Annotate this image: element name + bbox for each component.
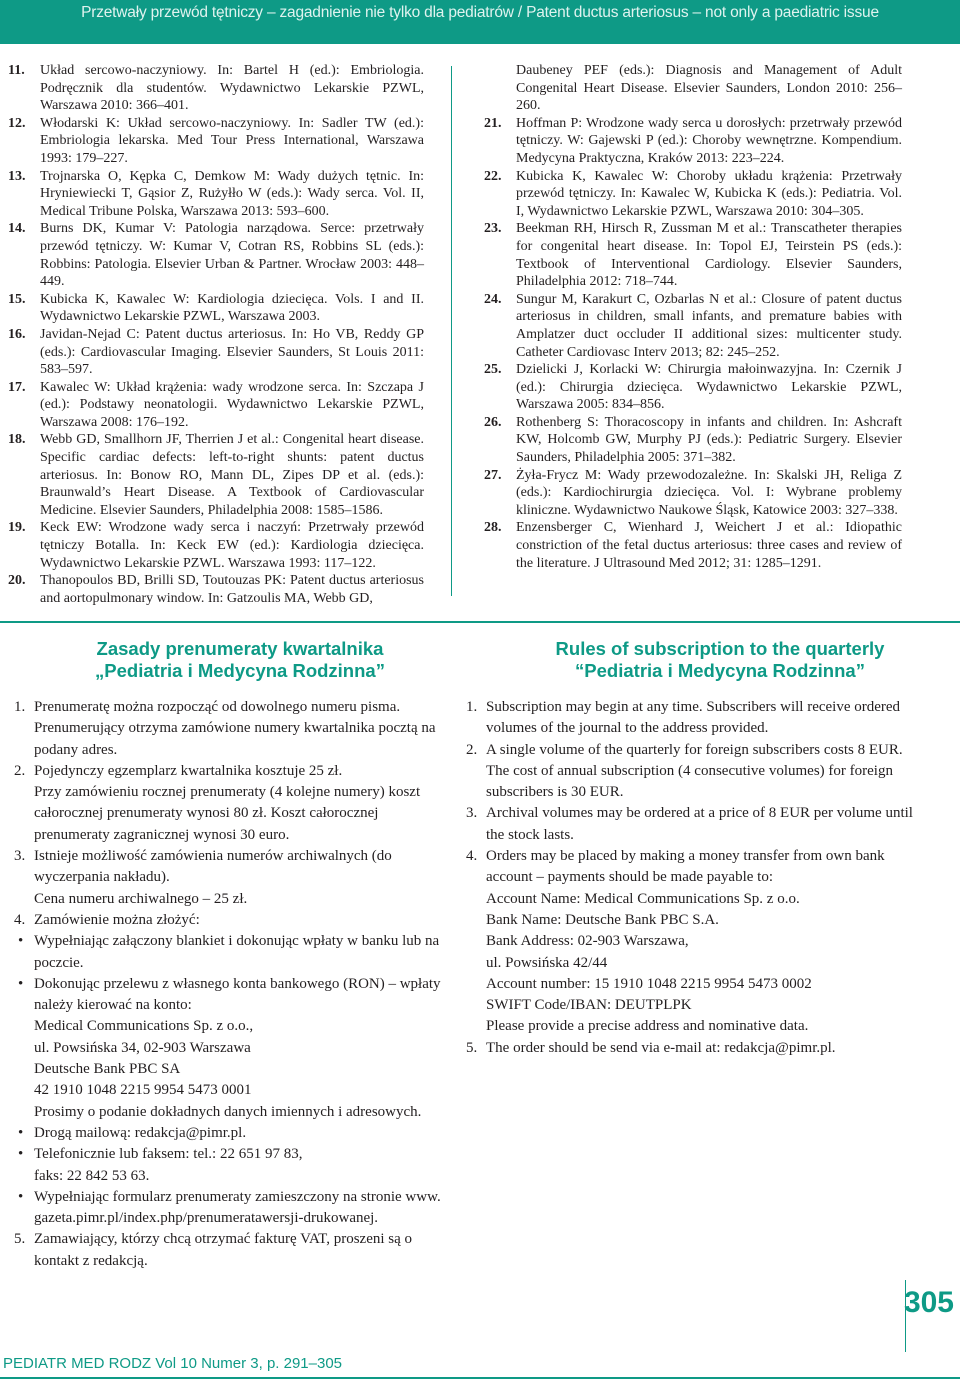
reference-text: Keck EW: Wrodzone wady serca i naczyń: Przetrwały przewód tętniczy Botalla. In: Keck EW (ed.): Kardiologia dziecięca. Wydawnictwo Lekarskie PZWL. Warszawa 1993: 117–122. (40, 520, 424, 571)
rule-number: 4. (466, 848, 478, 865)
rule-line: ul. Powsińska 42/44 (486, 954, 608, 971)
subscription-title-pl-line2: „Pediatria i Medycyna Rodzinna” (95, 660, 385, 681)
rule-number: 2. (14, 762, 26, 779)
subscription-title-en-line2: “Pediatria i Medycyna Rodzinna” (575, 660, 865, 681)
bullet-line: faks: 22 842 53 63. (34, 1167, 150, 1184)
bullet-line: Prosimy o podanie dokładnych danych imiennych i adresowych. (34, 1103, 422, 1120)
rule-line: Bank Name: Deutsche Bank PBC S.A. (486, 911, 719, 928)
rule-item (466, 846, 926, 1038)
reference-item (8, 291, 424, 326)
reference-text: Włodarski K: Układ sercowo-naczyniowy. In: Sadler TW (ed.): Embriologia lekarska. Med Tour Press International, Warszawa 1993: 179–227. (40, 115, 424, 166)
reference-item (8, 62, 424, 115)
reference-text: Żyła-Frycz M: Wady przewodozależne. In: Skalski JH, Religa Z (eds.): Kardiochirurgia dziecięca. Vol. I: Wybrane problemy kliniczne. Wydawnictwo Naukowe Śląsk, Katowice 2003: 327–338. (516, 467, 902, 518)
reference-text: Rothenberg S: Thoracoscopy in infants and children. In: Ashcraft KW, Holcomb GW, Murphy PJ (eds.): Pediatric Surgery. Elsevier Saunders, Philadelphia 2005: 371–382. (516, 414, 902, 466)
rule-body (34, 761, 454, 846)
reference-number: 20. (8, 573, 26, 589)
rule-body (34, 846, 454, 910)
reference-item (484, 115, 902, 168)
rule-number: 5. (14, 1231, 26, 1248)
reference-text: Webb GD, Smallhorn JF, Therrien J et al.: Congenital heart disease. Specific cardiac defects: left-to-right shunts: patent ductus arteriosus. In: Bonow RO, Mann DL, Zipes DP et al. (eds.): Braunwald’s Heart Disease. A Textbook of Cardiovascular Medicine. Elsevier Saunders, Philadelphia 2008: 1585–1586. (40, 432, 424, 518)
rule-extra-text: Przy zamówieniu rocznej prenumeraty (4 kolejne numery) koszt całorocznej prenumeraty wynosi 80 zł. Koszt całorocznej prenumeraty zagranicznej wynosi 30 euro. (34, 784, 421, 843)
reference-text: Kubicka K, Kawalec W: Kardiologia dziecięca. Vols. I and II. Wydawnictwo Lekarskie PZWL, Warszawa 2003. (40, 291, 424, 325)
reference-number: 12. (8, 115, 26, 131)
reference-number: 19. (8, 520, 26, 536)
reference-text: Dzielicki J, Korlacki W: Chirurgia małoinwazyjna. In: Czernik J (ed.): Chirurgia dziecięca. Wydawnictwo Lekarskie PZWL, Warszawa 2005: 834–856. (516, 362, 902, 413)
reference-text: Enzensberger C, Wienhard J, Weichert J et al.: Idiopathic constriction of the fetal ductus arteriosus: three cases and review of the literature. J Ultrasound Med 2012; 31: 1285–1291. (516, 520, 902, 571)
subscription-title-pl-line1: Zasady prenumeraty kwartalnika (96, 638, 384, 659)
reference-text: Kawalec W: Układ krążenia: wady wrodzone serca. In: Szczapa J (ed.): Podstawy neonatologii. Wydawnictwo Lekarskie PZWL, Warszawa 2008: 176–192. (40, 379, 424, 430)
bullet-line: Dokonując przelewu z własnego konta bankowego (RON) – wpłaty należy kierować na konto: (34, 975, 441, 1014)
rule-text: Zamówienie można złożyć: (34, 911, 200, 928)
footer-citation: PEDIATR MED RODZ Vol 10 Numer 3, p. 291–305 (3, 1355, 343, 1372)
subscription-title-en (480, 638, 960, 682)
rule-item (466, 697, 926, 740)
bullet-icon: • (18, 975, 24, 992)
reference-item (484, 291, 902, 361)
bullet-text: Drogą mailową: redakcja@pimr.pl. (34, 1124, 247, 1141)
running-header-title: Przetwały przewód tętniczy – zagadnienie nie tylko dla pediatrów / Patent ductus arteriosus – not only a paediatric issue (81, 4, 879, 21)
rule-text: Zamawiający, którzy chcą otrzymać fakturę VAT, proszeni są o kontakt z redakcją. (34, 1231, 413, 1269)
rule-text: Archival volumes may be ordered at a price of 8 EUR per volume until the stock lasts. (486, 805, 913, 843)
rule-line: SWIFT Code/IBAN: DEUTPLPK (486, 997, 692, 1014)
bullet-line: Deutsche Bank PBC SA (34, 1061, 181, 1078)
reference-item (484, 519, 902, 572)
rule-number: 1. (466, 699, 478, 715)
page-number: 305 (903, 1286, 954, 1319)
rule-item (14, 697, 454, 761)
rule-text: Subscription may begin at any time. Subscribers will receive ordered volumes of the journal to the address provided. (486, 699, 901, 737)
reference-number: 15. (8, 291, 26, 307)
footer-rule (0, 1377, 960, 1379)
reference-item (484, 220, 902, 290)
section-divider (0, 621, 960, 623)
subscription-title-en-line1: Rules of subscription to the quarterly (555, 638, 885, 659)
rule-number: 4. (14, 911, 26, 928)
reference-number: 23. (484, 221, 502, 237)
subscription-rules-en (466, 697, 926, 1059)
reference-text: Kubicka K, Kawalec W: Choroby układu krążenia: Przetrwały przewód tętniczy. In: Kawalec W, Kubicka K (eds.): Pediatria. Vol. I, Wydawnictwo Lekarskie PZWL, Warszawa 2010: 304–305. (516, 168, 902, 219)
references-right-column (484, 62, 902, 572)
reference-item (8, 326, 424, 379)
bullet-item (14, 1144, 454, 1187)
rule-number: 3. (466, 805, 478, 822)
rule-line: Orders may be placed by making a money transfer from own bank account – payments should be made payable to: (486, 848, 885, 886)
reference-text: Trojnarska O, Kępka C, Demkow M: Wady dużych tętnic. In: Hryniewiecki T, Gąsior Z, Rużyłło W (eds.): Wady serca. Vol. II, Medical Tribune Polska, Warszawa 2013: 593–600. (40, 168, 424, 219)
rule-item (466, 1038, 926, 1059)
reference-item (484, 414, 902, 467)
rule-item (466, 803, 926, 846)
reference-number: 24. (484, 291, 502, 307)
reference-number: 25. (484, 362, 502, 378)
bullet-icon: • (18, 1146, 24, 1163)
column-divider (451, 66, 452, 596)
reference-item (8, 379, 424, 432)
bullet-line: ul. Powsińska 34, 02-903 Warszawa (34, 1039, 251, 1056)
rule-item (14, 846, 454, 910)
reference-number: 26. (484, 414, 502, 430)
bullet-item (14, 1123, 454, 1144)
references-left-column (8, 62, 424, 607)
reference-item (484, 168, 902, 221)
rule-body (486, 846, 926, 1038)
bullet-text: Wypełniając formularz prenumeraty zamieszczony na stronie www. gazeta.pimr.pl/index.php/prenumeratawersji-drukowanej. (34, 1188, 441, 1227)
bullet-item (14, 931, 454, 974)
reference-number: 13. (8, 168, 26, 184)
reference-number (484, 62, 516, 115)
reference-number: 28. (484, 520, 502, 536)
bullet-icon: • (18, 1188, 24, 1205)
reference-number: 27. (484, 467, 502, 483)
reference-item (8, 220, 424, 290)
reference-item (8, 519, 424, 572)
rule-item (466, 740, 926, 804)
bullet-icon: • (18, 1124, 24, 1141)
bullet-line: Medical Communications Sp. z o.o., (34, 1018, 254, 1035)
reference-number: 16. (8, 326, 26, 342)
subscription-title-pl (0, 638, 480, 682)
bullet-item (14, 1187, 454, 1230)
rule-text: Istnieje możliwość zamówienia numerów archiwalnych (do wyczerpania nakładu). (34, 848, 392, 886)
rule-number: 5. (466, 1039, 478, 1056)
bullet-item (14, 974, 454, 1123)
reference-text: Hoffman P: Wrodzone wady serca u dorosłych: przetrwały przewód tętniczy. W: Gajewski P (ed.): Choroby wewnętrzne. Kompendium. Medycyna Praktyczna, Kraków 2013: 223–224. (516, 115, 902, 166)
rule-line: Bank Address: 02-903 Warszawa, (486, 933, 689, 950)
running-header (0, 0, 960, 44)
rule-number: 1. (14, 699, 26, 715)
reference-item (8, 572, 424, 607)
reference-text: Burns DK, Kumar V: Patologia narządowa. Serce: przetrwały przewód tętniczy. W: Kumar V, Cotran RS, Robbins SL (eds.): Robbins: Patologia. Elsevier Urban & Partner. Wrocław 2003: 448–449. (40, 221, 424, 290)
reference-item (484, 361, 902, 414)
bullet-body (34, 1144, 454, 1187)
rule-line: Please provide a precise address and nominative data. (486, 1018, 809, 1035)
reference-text: Thanopoulos BD, Brilli SD, Toutouzas PK: Patent ductus arteriosus and aortopulmonary window. In: Gatzoulis MA, Webb GD, (40, 573, 424, 606)
rule-number: 2. (466, 741, 478, 758)
reference-item (8, 431, 424, 519)
reference-text: Układ sercowo-naczyniowy. In: Bartel H (ed.): Embriologia. Podręcznik dla studentów. Wydawnictwo Lekarskie PZWL, Warszawa 2010: 366–401. (40, 63, 424, 114)
subscription-rules-pl (14, 697, 454, 1272)
reference-number: 14. (8, 221, 26, 237)
reference-number: 21. (484, 115, 502, 131)
reference-number: 18. (8, 432, 26, 448)
reference-item (484, 467, 902, 520)
reference-text: Daubeney PEF (eds.): Diagnosis and Management of Adult Congenital Heart Disease. Elsevier Saunders, London 2010: 256–260. (516, 63, 902, 114)
rule-text: Prenumeratę można rozpocząć od dowolnego numeru pisma. Prenumerujący otrzyma zamówione numery kwartalnika pocztą na podany adres. (34, 699, 436, 758)
rule-line: Account number: 15 1910 1048 2215 9954 5473 0002 (486, 975, 812, 992)
bullet-body (34, 974, 454, 1123)
reference-number: 11. (8, 63, 25, 78)
reference-item (8, 115, 424, 168)
reference-item (484, 62, 902, 115)
rule-text: A single volume of the quarterly for foreign subscribers costs 8 EUR. The cost of annual subscription (4 consecutive volumes) for foreign subscribers is 30 EUR. (486, 741, 903, 801)
rule-line: Account Name: Medical Communications Sp. z o.o. (486, 890, 800, 907)
bullet-line: 42 1910 1048 2215 9954 5473 0001 (34, 1082, 252, 1099)
reference-item (8, 168, 424, 221)
rule-extra-text: Cena numeru archiwalnego – 25 zł. (34, 890, 248, 907)
reference-number: 22. (484, 168, 502, 184)
rule-item (14, 1229, 454, 1272)
rule-text: The order should be send via e-mail at: redakcja@pimr.pl. (486, 1039, 836, 1056)
bullet-text: Wypełniając załączony blankiet i dokonując wpłaty w banku lub na poczcie. (34, 933, 440, 971)
reference-text: Beekman RH, Hirsch R, Zussman M et al.: Transcatheter therapies for congenital heart disease. In: Topol EJ, Teirstein PS (eds.): Textbook of Interventional Cardiology. Elsevier Saunders, Philadelphia 2012: 718–744. (516, 221, 902, 290)
reference-text: Javidan-Nejad C: Patent ductus arteriosus. In: Ho VB, Reddy GP (eds.): Cardiovascular Imaging. Elsevier Saunders, St Louis 2011: 583–597. (40, 326, 424, 378)
bullet-icon: • (18, 933, 24, 950)
bullet-line: Telefonicznie lub faksem: tel.: 22 651 97 83, (34, 1146, 303, 1163)
rule-item (14, 761, 454, 846)
reference-text: Sungur M, Karakurt C, Ozbarlas N et al.: Closure of patent ductus arteriosus in children, small infants, and premature babies with Amplatzer duct occluder II additional sizes: multicenter study. Catheter Cardiovasc Interv 2013; 82: 245–252. (516, 291, 902, 360)
rule-number: 3. (14, 848, 26, 865)
rule-text: Pojedynczy egzemplarz kwartalnika kosztuje 25 zł. (34, 762, 343, 779)
rule-item (14, 910, 454, 931)
reference-number: 17. (8, 379, 26, 395)
